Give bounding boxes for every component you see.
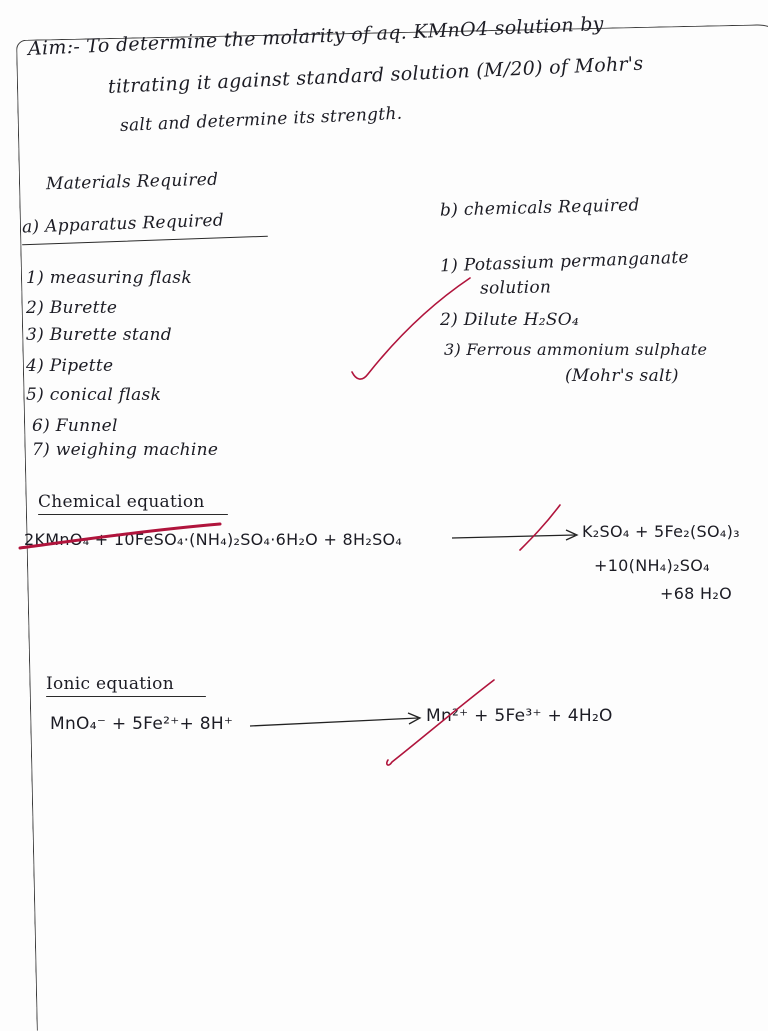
chemical-equation-rhs-1: K₂SO₄ + 5Fe₂(SO₄)₃: [582, 522, 740, 541]
chemicals-heading: b) chemicals Required: [439, 195, 640, 221]
apparatus-item: 2) Burette: [26, 298, 118, 318]
aim-line-1: Aim:- To determine the molarity of aq. KMnO4 solution by: [27, 12, 605, 60]
ionic-arrow: [250, 718, 418, 726]
apparatus-item: 5) conical flask: [26, 385, 162, 405]
chemicals-item: (Mohr's salt): [565, 366, 679, 386]
apparatus-item: 1) measuring flask: [26, 268, 192, 288]
ionic-equation-lhs: MnO₄⁻ + 5Fe²⁺+ 8H⁺: [50, 714, 234, 734]
chemicals-item: 3) Ferrous ammonium sulphate: [444, 340, 708, 359]
apparatus-heading: a) Apparatus Required: [21, 210, 225, 238]
ionic-equation-heading: Ionic equation: [46, 674, 174, 694]
chemicals-item: 1) Potassium permanganate: [439, 247, 690, 277]
teacher-tick-equation: [520, 505, 560, 550]
chemical-equation-rhs-3: +68 H₂O: [660, 584, 732, 603]
chemical-equation-heading: Chemical equation: [38, 492, 205, 512]
apparatus-item: 6) Funnel: [32, 416, 118, 436]
ionic-equation-rhs: Mn²⁺ + 5Fe³⁺ + 4H₂O: [426, 706, 613, 726]
reaction-arrow: [452, 535, 575, 538]
chemicals-item: 2) Dilute H₂SO₄: [440, 310, 580, 330]
chemical-equation-lhs: 2KMnO₄ + 10FeSO₄·(NH₄)₂SO₄·6H₂O + 8H₂SO₄: [24, 530, 403, 549]
materials-heading: Materials Required: [45, 169, 219, 195]
teacher-strike: [20, 524, 220, 548]
apparatus-item: 3) Burette stand: [26, 325, 172, 345]
teacher-tick-ionic: [387, 680, 494, 765]
chemicals-item: solution: [479, 277, 552, 299]
teacher-tick-chemicals: [352, 278, 470, 379]
aim-line-3: salt and determine its strength.: [119, 103, 403, 136]
aim-line-2: titrating it against standard solution (M/20) of Mohr's: [107, 52, 644, 98]
chemical-equation-rhs-2: +10(NH₄)₂SO₄: [594, 556, 710, 575]
apparatus-item: 4) Pipette: [26, 356, 114, 376]
apparatus-item: 7) weighing machine: [32, 440, 219, 460]
